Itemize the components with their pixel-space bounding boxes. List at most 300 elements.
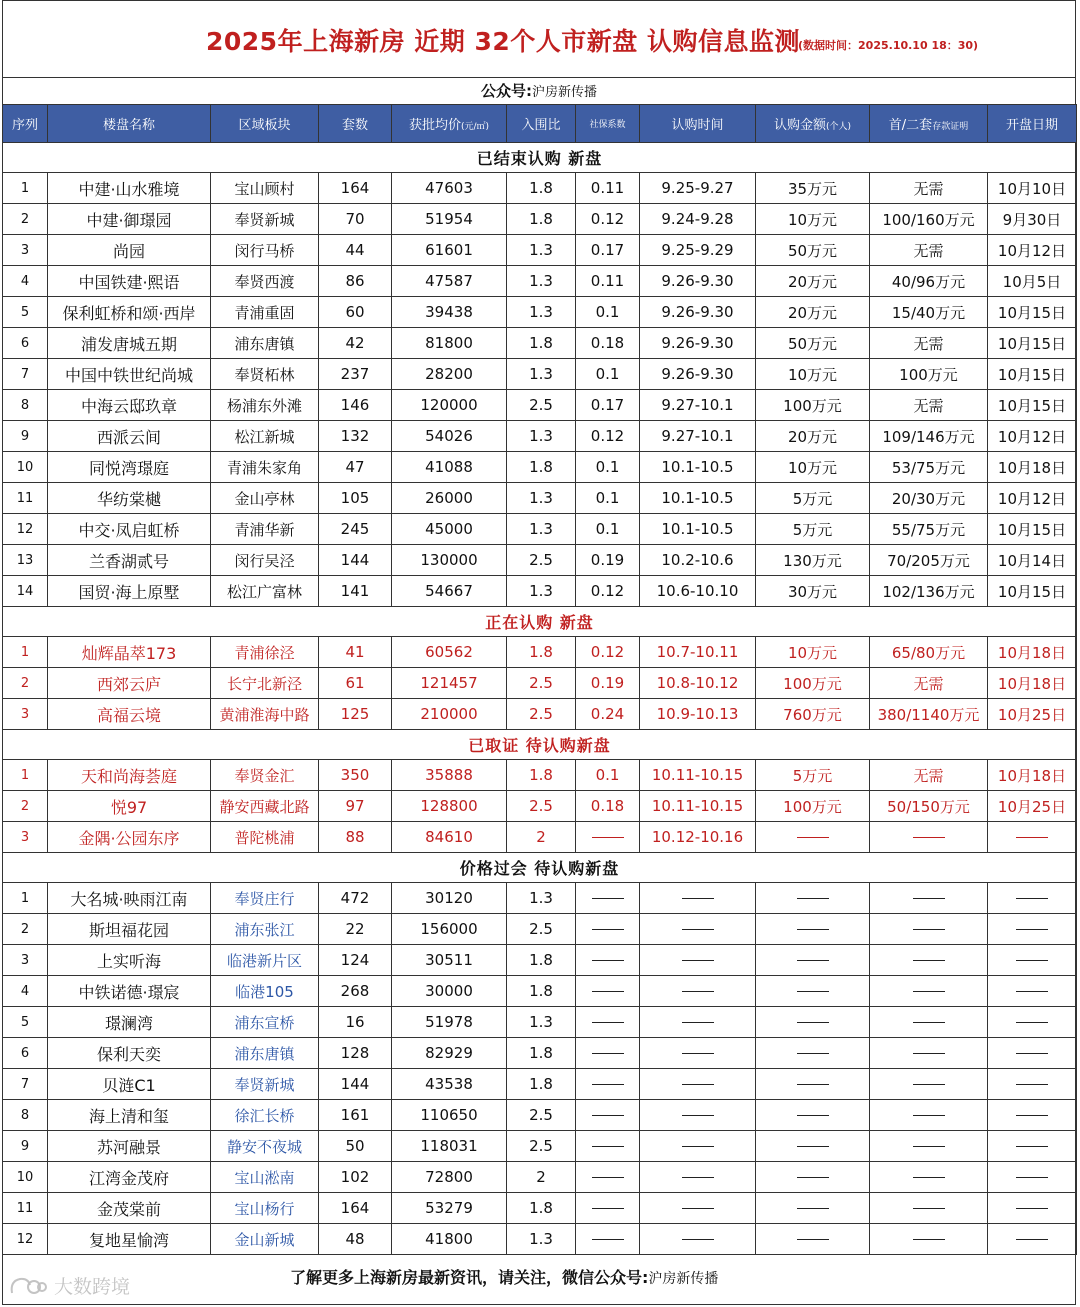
- col-social-security: [576, 105, 640, 143]
- cell-deposit-proof: [870, 1069, 988, 1100]
- cell-region: 浦东宣桥: [211, 1007, 319, 1038]
- cell-subscription-period: 10.8-10.12: [640, 668, 756, 699]
- footer: [2, 1253, 1076, 1303]
- dash-placeholder: [682, 898, 714, 899]
- dash-placeholder: [1016, 1239, 1048, 1240]
- cell-index: 7: [3, 1069, 48, 1100]
- cell-project-name: 悦97: [48, 791, 211, 822]
- cell-subscription-amount: [756, 1038, 870, 1069]
- cell-avg-price: 84610: [392, 822, 507, 853]
- cell-index: 3: [3, 235, 48, 266]
- cell-subscription-period: 9.25-9.29: [640, 235, 756, 266]
- table-row: [3, 235, 1077, 266]
- cell-region: 浦东唐镇: [211, 328, 319, 359]
- cell-project-name: 保利虹桥和颂·西岸: [48, 297, 211, 328]
- cell-subscription-amount: 50万元: [756, 328, 870, 359]
- cell-units: 60: [319, 297, 392, 328]
- cell-units: 237: [319, 359, 392, 390]
- cell-index: 14: [3, 576, 48, 607]
- cell-region: 闵行马桥: [211, 235, 319, 266]
- section-header: [3, 853, 1077, 883]
- cell-avg-price: 54667: [392, 576, 507, 607]
- table-row: [3, 637, 1077, 668]
- table-row: [3, 822, 1077, 853]
- cell-units: 164: [319, 173, 392, 204]
- cell-subscription-period: 10.2-10.6: [640, 545, 756, 576]
- cell-avg-price: 53279: [392, 1193, 507, 1224]
- cell-avg-price: 118031: [392, 1131, 507, 1162]
- cell-project-name: 尚园: [48, 235, 211, 266]
- cell-project-name: 璟澜湾: [48, 1007, 211, 1038]
- cell-avg-price: 210000: [392, 699, 507, 730]
- table-row: [3, 576, 1077, 607]
- table-row: [3, 883, 1077, 914]
- cell-opening-date: 10月15日: [988, 328, 1077, 359]
- cell-opening-date: 10月12日: [988, 235, 1077, 266]
- cell-region: 静安不夜城: [211, 1131, 319, 1162]
- cell-opening-date: [988, 1038, 1077, 1069]
- cell-opening-date: 10月15日: [988, 359, 1077, 390]
- cell-index: 6: [3, 1038, 48, 1069]
- cell-project-name: 大名城·映雨江南: [48, 883, 211, 914]
- cell-subscription-period: 10.7-10.11: [640, 637, 756, 668]
- cell-subscription-period: [640, 1100, 756, 1131]
- cell-units: 141: [319, 576, 392, 607]
- dash-placeholder: [797, 1022, 829, 1023]
- cell-deposit-proof: 无需: [870, 235, 988, 266]
- cell-units: 144: [319, 1069, 392, 1100]
- data-timestamp: (数据时间：2025.10.10 18：30): [798, 39, 979, 52]
- watermark: [8, 1272, 130, 1299]
- table-row: [3, 1131, 1077, 1162]
- cell-units: 472: [319, 883, 392, 914]
- cell-opening-date: 10月12日: [988, 483, 1077, 514]
- col-units: 套数: [319, 105, 392, 143]
- cell-project-name: 中铁诺德·璟宸: [48, 976, 211, 1007]
- dash-placeholder: [913, 898, 945, 899]
- watermark-text: 大数跨境: [54, 1276, 131, 1298]
- dash-placeholder: [797, 1177, 829, 1178]
- cell-region: 宝山杨行: [211, 1193, 319, 1224]
- table-row: [3, 328, 1077, 359]
- cell-subscription-amount: [756, 1131, 870, 1162]
- cell-subscription-amount: 10万元: [756, 359, 870, 390]
- cell-region: 浦东张江: [211, 914, 319, 945]
- cell-subscription-amount: [756, 945, 870, 976]
- cell-index: 3: [3, 945, 48, 976]
- cell-deposit-proof: 109/146万元: [870, 421, 988, 452]
- cell-index: 4: [3, 976, 48, 1007]
- dash-placeholder: [682, 1208, 714, 1209]
- cell-ratio: 2: [507, 1162, 576, 1193]
- section-title: 已结束认购 新盘: [3, 143, 1077, 173]
- dash-placeholder: [592, 1208, 624, 1209]
- cell-opening-date: [988, 822, 1077, 853]
- cell-units: 42: [319, 328, 392, 359]
- cell-subscription-amount: 20万元: [756, 297, 870, 328]
- cell-project-name: 中国铁建·熙语: [48, 266, 211, 297]
- cell-deposit-proof: [870, 976, 988, 1007]
- cell-subscription-period: 10.1-10.5: [640, 514, 756, 545]
- cell-ratio: 1.3: [507, 883, 576, 914]
- cell-index: 8: [3, 390, 48, 421]
- cell-opening-date: 10月15日: [988, 390, 1077, 421]
- cell-subscription-period: [640, 976, 756, 1007]
- watermark-logo-icon: [8, 1275, 48, 1297]
- cell-subscription-amount: [756, 976, 870, 1007]
- cell-project-name: 复地星愉湾: [48, 1224, 211, 1255]
- cell-index: 2: [3, 668, 48, 699]
- cell-ratio: 1.8: [507, 328, 576, 359]
- cell-deposit-proof: [870, 1193, 988, 1224]
- dash-placeholder: [592, 1084, 624, 1085]
- cell-ratio: 2: [507, 822, 576, 853]
- cell-avg-price: 39438: [392, 297, 507, 328]
- cell-social-security: [576, 1038, 640, 1069]
- cell-deposit-proof: 70/205万元: [870, 545, 988, 576]
- cell-region: 奉贤柘林: [211, 359, 319, 390]
- cell-region: 长宁北新泾: [211, 668, 319, 699]
- section-header: [3, 730, 1077, 760]
- cell-index: 3: [3, 699, 48, 730]
- page-title: 2025年上海新房 近期 32个人市新盘 认购信息监测: [206, 27, 800, 56]
- cell-avg-price: 61601: [392, 235, 507, 266]
- dash-placeholder: [682, 1146, 714, 1147]
- cell-deposit-proof: 20/30万元: [870, 483, 988, 514]
- cell-subscription-period: 9.24-9.28: [640, 204, 756, 235]
- dash-placeholder: [913, 1146, 945, 1147]
- dash-placeholder: [592, 929, 624, 930]
- cell-ratio: 2.5: [507, 914, 576, 945]
- cell-opening-date: 10月18日: [988, 668, 1077, 699]
- cell-social-security: [576, 1100, 640, 1131]
- subscription-table: [2, 104, 1077, 1255]
- cell-index: 1: [3, 760, 48, 791]
- cell-index: 1: [3, 883, 48, 914]
- cell-index: 1: [3, 173, 48, 204]
- cell-subscription-amount: [756, 1069, 870, 1100]
- dash-placeholder: [682, 1084, 714, 1085]
- cell-social-security: 0.12: [576, 576, 640, 607]
- account-line: [2, 78, 1076, 104]
- cell-ratio: 1.8: [507, 637, 576, 668]
- cell-opening-date: 10月12日: [988, 421, 1077, 452]
- cell-units: 146: [319, 390, 392, 421]
- table-row: [3, 1100, 1077, 1131]
- cell-index: 2: [3, 791, 48, 822]
- cell-ratio: 2.5: [507, 668, 576, 699]
- cell-units: 16: [319, 1007, 392, 1038]
- cell-units: 132: [319, 421, 392, 452]
- dash-placeholder: [797, 1146, 829, 1147]
- cell-project-name: 灿辉晶萃173: [48, 637, 211, 668]
- account-label: 公众号:: [480, 82, 532, 100]
- dash-placeholder: [592, 1239, 624, 1240]
- cell-region: 杨浦东外滩: [211, 390, 319, 421]
- cell-units: 350: [319, 760, 392, 791]
- title-bar: [2, 0, 1076, 78]
- section-header: [3, 143, 1077, 173]
- cell-ratio: 1.8: [507, 173, 576, 204]
- cell-opening-date: [988, 914, 1077, 945]
- cell-region: 青浦重固: [211, 297, 319, 328]
- cell-index: 6: [3, 328, 48, 359]
- cell-opening-date: 10月15日: [988, 576, 1077, 607]
- table-row: [3, 173, 1077, 204]
- cell-index: 12: [3, 514, 48, 545]
- dash-placeholder: [797, 960, 829, 961]
- cell-index: 10: [3, 1162, 48, 1193]
- cell-region: 奉贤西渡: [211, 266, 319, 297]
- table-row: [3, 204, 1077, 235]
- dash-placeholder: [1016, 1146, 1048, 1147]
- cell-subscription-period: 9.26-9.30: [640, 266, 756, 297]
- cell-subscription-amount: [756, 1007, 870, 1038]
- cell-index: 7: [3, 359, 48, 390]
- cell-ratio: 1.3: [507, 483, 576, 514]
- cell-opening-date: [988, 1193, 1077, 1224]
- cell-social-security: [576, 945, 640, 976]
- cell-opening-date: [988, 1069, 1077, 1100]
- dash-placeholder: [682, 1053, 714, 1054]
- cell-deposit-proof: [870, 1007, 988, 1038]
- cell-project-name: 上实听海: [48, 945, 211, 976]
- cell-ratio: 1.3: [507, 235, 576, 266]
- cell-avg-price: 60562: [392, 637, 507, 668]
- section-title: 已取证 待认购新盘: [3, 730, 1077, 760]
- cell-avg-price: 26000: [392, 483, 507, 514]
- cell-subscription-period: 10.12-10.16: [640, 822, 756, 853]
- cell-region: 临港新片区: [211, 945, 319, 976]
- cell-index: 13: [3, 545, 48, 576]
- cell-subscription-period: 10.1-10.5: [640, 452, 756, 483]
- dash-placeholder: [913, 1053, 945, 1054]
- cell-project-name: 金茂棠前: [48, 1193, 211, 1224]
- dash-placeholder: [913, 1208, 945, 1209]
- cell-units: 245: [319, 514, 392, 545]
- cell-project-name: 西郊云庐: [48, 668, 211, 699]
- cell-social-security: [576, 914, 640, 945]
- cell-avg-price: 45000: [392, 514, 507, 545]
- cell-subscription-amount: 100万元: [756, 668, 870, 699]
- cell-region: 黄浦淮海中路: [211, 699, 319, 730]
- col-deposit-label: 首/二套: [888, 118, 933, 133]
- dash-placeholder: [1016, 960, 1048, 961]
- col-opening-date: 开盘日期: [988, 105, 1077, 143]
- cell-project-name: 天和尚海荟庭: [48, 760, 211, 791]
- cell-avg-price: 54026: [392, 421, 507, 452]
- dash-placeholder: [913, 1239, 945, 1240]
- cell-project-name: 江湾金茂府: [48, 1162, 211, 1193]
- cell-deposit-proof: 无需: [870, 668, 988, 699]
- cell-opening-date: 10月14日: [988, 545, 1077, 576]
- cell-avg-price: 72800: [392, 1162, 507, 1193]
- cell-deposit-proof: 无需: [870, 328, 988, 359]
- dash-placeholder: [913, 1177, 945, 1178]
- cell-units: 88: [319, 822, 392, 853]
- table-row: [3, 514, 1077, 545]
- cell-avg-price: 28200: [392, 359, 507, 390]
- cell-avg-price: 35888: [392, 760, 507, 791]
- dash-placeholder: [592, 1177, 624, 1178]
- cell-subscription-period: 9.26-9.30: [640, 297, 756, 328]
- cell-units: 125: [319, 699, 392, 730]
- cell-ratio: 1.8: [507, 945, 576, 976]
- cell-subscription-amount: 20万元: [756, 266, 870, 297]
- cell-deposit-proof: [870, 822, 988, 853]
- cell-subscription-amount: 10万元: [756, 637, 870, 668]
- cell-project-name: 苏河融景: [48, 1131, 211, 1162]
- dash-placeholder: [592, 1022, 624, 1023]
- cell-region: 奉贤金汇: [211, 760, 319, 791]
- dash-placeholder: [592, 1146, 624, 1147]
- dash-placeholder: [913, 991, 945, 992]
- table-row: [3, 1069, 1077, 1100]
- cell-opening-date: [988, 1100, 1077, 1131]
- cell-ratio: 2.5: [507, 1131, 576, 1162]
- section-header: [3, 607, 1077, 637]
- cell-index: 5: [3, 1007, 48, 1038]
- cell-deposit-proof: [870, 1100, 988, 1131]
- table-row: [3, 976, 1077, 1007]
- footer-account: 沪房新传播: [648, 1271, 719, 1287]
- table-row: [3, 668, 1077, 699]
- cell-units: 268: [319, 976, 392, 1007]
- cell-region: 奉贤新城: [211, 204, 319, 235]
- cell-index: 10: [3, 452, 48, 483]
- cell-ratio: 1.3: [507, 421, 576, 452]
- cell-project-name: 西派云间: [48, 421, 211, 452]
- dash-placeholder: [682, 1022, 714, 1023]
- cell-avg-price: 47603: [392, 173, 507, 204]
- dash-placeholder: [592, 991, 624, 992]
- cell-social-security: 0.11: [576, 266, 640, 297]
- cell-units: 70: [319, 204, 392, 235]
- cell-units: 97: [319, 791, 392, 822]
- cell-subscription-period: 10.11-10.15: [640, 791, 756, 822]
- table-row: [3, 1224, 1077, 1255]
- header-row: [3, 105, 1077, 143]
- cell-opening-date: 10月25日: [988, 699, 1077, 730]
- cell-ratio: 1.3: [507, 359, 576, 390]
- footer-text: [290, 1265, 718, 1288]
- table-row: [3, 452, 1077, 483]
- cell-subscription-period: 9.27-10.1: [640, 421, 756, 452]
- cell-subscription-period: [640, 1131, 756, 1162]
- cell-social-security: 0.12: [576, 421, 640, 452]
- cell-social-security: 0.1: [576, 514, 640, 545]
- cell-deposit-proof: 100万元: [870, 359, 988, 390]
- cell-social-security: 0.24: [576, 699, 640, 730]
- cell-subscription-amount: 35万元: [756, 173, 870, 204]
- cell-deposit-proof: 100/160万元: [870, 204, 988, 235]
- cell-units: 86: [319, 266, 392, 297]
- dash-placeholder: [1016, 991, 1048, 992]
- dash-placeholder: [682, 1115, 714, 1116]
- cell-subscription-period: 9.25-9.27: [640, 173, 756, 204]
- cell-units: 47: [319, 452, 392, 483]
- cell-opening-date: [988, 1131, 1077, 1162]
- cell-project-name: 金隅·公园东序: [48, 822, 211, 853]
- table-row: [3, 483, 1077, 514]
- cell-social-security: 0.11: [576, 173, 640, 204]
- cell-avg-price: 110650: [392, 1100, 507, 1131]
- cell-avg-price: 128800: [392, 791, 507, 822]
- cell-social-security: [576, 1224, 640, 1255]
- cell-units: 44: [319, 235, 392, 266]
- dash-placeholder: [682, 1239, 714, 1240]
- cell-index: 2: [3, 204, 48, 235]
- col-ratio: 入围比: [507, 105, 576, 143]
- cell-avg-price: 30511: [392, 945, 507, 976]
- dash-placeholder: [913, 1022, 945, 1023]
- table-row: [3, 421, 1077, 452]
- cell-region: 金山新城: [211, 1224, 319, 1255]
- cell-project-name: 贝涟C1: [48, 1069, 211, 1100]
- table-row: [3, 914, 1077, 945]
- dash-placeholder: [1016, 1208, 1048, 1209]
- cell-subscription-amount: 10万元: [756, 204, 870, 235]
- col-region: 区域板块: [211, 105, 319, 143]
- cell-ratio: 1.8: [507, 760, 576, 791]
- cell-social-security: 0.1: [576, 760, 640, 791]
- cell-avg-price: 156000: [392, 914, 507, 945]
- cell-region: 普陀桃浦: [211, 822, 319, 853]
- cell-social-security: [576, 976, 640, 1007]
- table-row: [3, 390, 1077, 421]
- cell-avg-price: 43538: [392, 1069, 507, 1100]
- cell-ratio: 1.8: [507, 976, 576, 1007]
- cell-units: 50: [319, 1131, 392, 1162]
- cell-avg-price: 47587: [392, 266, 507, 297]
- col-index: 序列: [3, 105, 48, 143]
- cell-deposit-proof: [870, 883, 988, 914]
- cell-index: 5: [3, 297, 48, 328]
- cell-subscription-amount: 5万元: [756, 483, 870, 514]
- cell-index: 4: [3, 266, 48, 297]
- cell-subscription-period: [640, 945, 756, 976]
- cell-project-name: 华纺棠樾: [48, 483, 211, 514]
- cell-subscription-amount: [756, 1193, 870, 1224]
- cell-opening-date: 10月15日: [988, 297, 1077, 328]
- table-row: [3, 297, 1077, 328]
- col-project-name: 楼盘名称: [48, 105, 211, 143]
- cell-social-security: 0.18: [576, 328, 640, 359]
- cell-social-security: 0.1: [576, 359, 640, 390]
- cell-units: 61: [319, 668, 392, 699]
- cell-region: 宝山淞南: [211, 1162, 319, 1193]
- cell-social-security: 0.12: [576, 637, 640, 668]
- cell-opening-date: 10月15日: [988, 514, 1077, 545]
- cell-subscription-amount: [756, 822, 870, 853]
- cell-index: 9: [3, 1131, 48, 1162]
- cell-deposit-proof: 380/1140万元: [870, 699, 988, 730]
- cell-social-security: 0.1: [576, 297, 640, 328]
- table-row: [3, 791, 1077, 822]
- cell-region: 闵行吴泾: [211, 545, 319, 576]
- cell-project-name: 同悦湾璟庭: [48, 452, 211, 483]
- cell-social-security: 0.17: [576, 390, 640, 421]
- dash-placeholder: [797, 1084, 829, 1085]
- cell-project-name: 斯坦福花园: [48, 914, 211, 945]
- cell-project-name: 国贸·海上原墅: [48, 576, 211, 607]
- cell-ratio: 2.5: [507, 699, 576, 730]
- cell-subscription-amount: 50万元: [756, 235, 870, 266]
- cell-units: 164: [319, 1193, 392, 1224]
- cell-project-name: 浦发唐城五期: [48, 328, 211, 359]
- cell-index: 12: [3, 1224, 48, 1255]
- cell-index: 11: [3, 1193, 48, 1224]
